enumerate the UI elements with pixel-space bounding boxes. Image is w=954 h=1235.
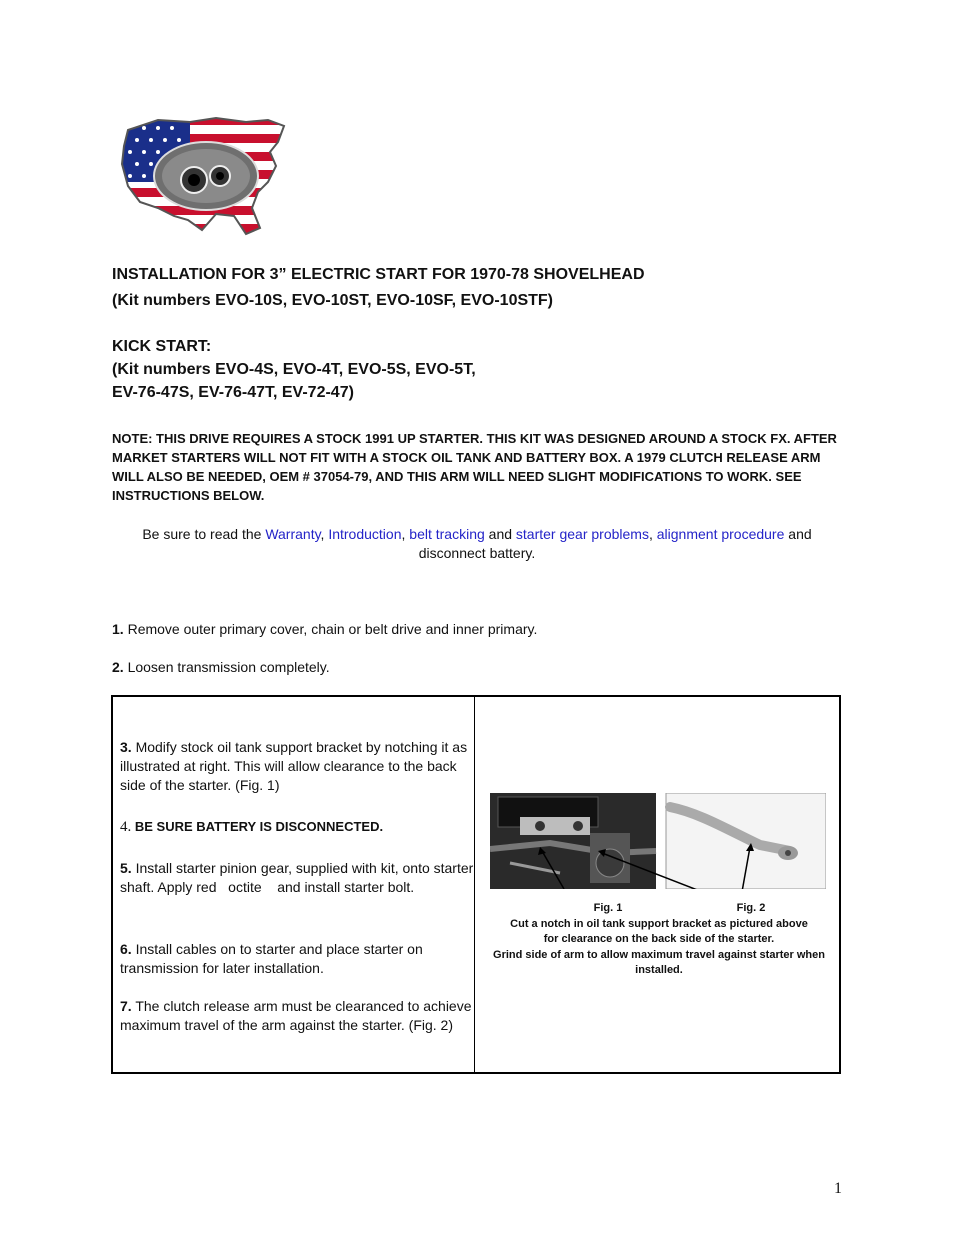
step-number: 3. [120,739,132,755]
step-text: The clutch release arm must be clearanced to achieve maximum travel of the arm against the starter. (Fig. 2) [120,998,472,1033]
kick-kit-numbers-line2: EV-76-47S, EV-76-47T, EV-72-47) [112,384,354,401]
step-text: Install starter pinion gear, supplied with kit, onto starter shaft. Apply red octite and install starter bolt. [120,860,474,895]
starter-gear-problems-link[interactable]: starter gear problems [515,526,649,542]
separator: , [648,526,657,542]
step-5 [120,859,475,897]
separator: , [320,526,329,542]
belt-drives-logo [118,112,290,238]
separator: , [401,526,410,542]
step-7 [120,997,475,1035]
step-number: 7. [120,998,132,1014]
step-text: Modify stock oil tank support bracket by notching it as illustrated at right. This will allow clearance to the back side of the starter. (Fig. 1) [120,739,468,793]
fig-1-label: Fig. 1 [593,902,623,914]
step-text: Install cables on to starter and place starter on transmission for later installation. [120,941,423,976]
belt-tracking-link[interactable]: belt tracking [409,526,485,542]
warranty-link[interactable]: Warranty [265,526,321,542]
step-number: 1. [112,621,124,637]
introduction-link[interactable]: Introduction [328,526,402,542]
step-number: 5. [120,860,132,876]
step-text: BE SURE BATTERY IS DISCONNECTED. [131,819,384,834]
usa-flag-map-logo-icon [118,112,290,238]
read-prefix: Be sure to read the [142,526,266,542]
step-number: 2. [112,659,124,675]
alignment-procedure-link[interactable]: alignment procedure [656,526,785,542]
step-6 [120,940,475,978]
kick-start-heading: KICK START: [112,338,212,355]
kick-kit-numbers-line1: (Kit numbers EVO-4S, EVO-4T, EVO-5S, EVO-5T, [112,361,476,378]
kit-numbers-electric: (Kit numbers EVO-10S, EVO-10ST, EVO-10SF, EVO-10STF) [112,292,554,309]
installation-title: INSTALLATION FOR 3” ELECTRIC START FOR 1970-78 SHOVELHEAD [112,266,645,283]
step-number: 6. [120,941,132,957]
disconnect-battery-text: disconnect battery. [418,545,536,561]
step-2 [112,658,330,677]
page-number: 1 [834,1180,842,1197]
separator: and [784,526,812,542]
separator: and [484,526,516,542]
step-4 [120,817,475,837]
figure-caption-3: Grind side of arm to allow maximum travel against starter when installed. [493,949,825,976]
figure-photos [490,793,826,889]
fig-2-label: Fig. 2 [736,902,766,914]
step-number: 4. [120,819,132,835]
starter-requirement-note: NOTE: THIS DRIVE REQUIRES A STOCK 1991 UP STARTER. THIS KIT WAS DESIGNED AROUND A STOCK FX. AFTER MARKET STARTERS WILL NOT FIT WITH A STOCK OIL TANK AND BATTERY BOX. A 1979 CLUTCH RELEASE ARM WILL ALSO BE NEEDED, OEM # 37054-79, AND THIS ARM WILL NEED SLIGHT MODIFICATIONS TO WORK. SEE INSTRUCTIONS BELOW. [112,431,837,503]
read-first-paragraph [112,525,842,563]
figure-caption-1: Cut a notch in oil tank support bracket as pictured above [510,918,808,930]
bracket-and-arm-photo-icon [490,793,826,889]
step-1 [112,620,537,639]
figure-caption-2: for clearance on the back side of the starter. [543,933,775,945]
step-text: Loosen transmission completely. [123,659,330,675]
step-3 [120,738,475,795]
step-text: Remove outer primary cover, chain or belt drive and inner primary. [123,621,538,637]
